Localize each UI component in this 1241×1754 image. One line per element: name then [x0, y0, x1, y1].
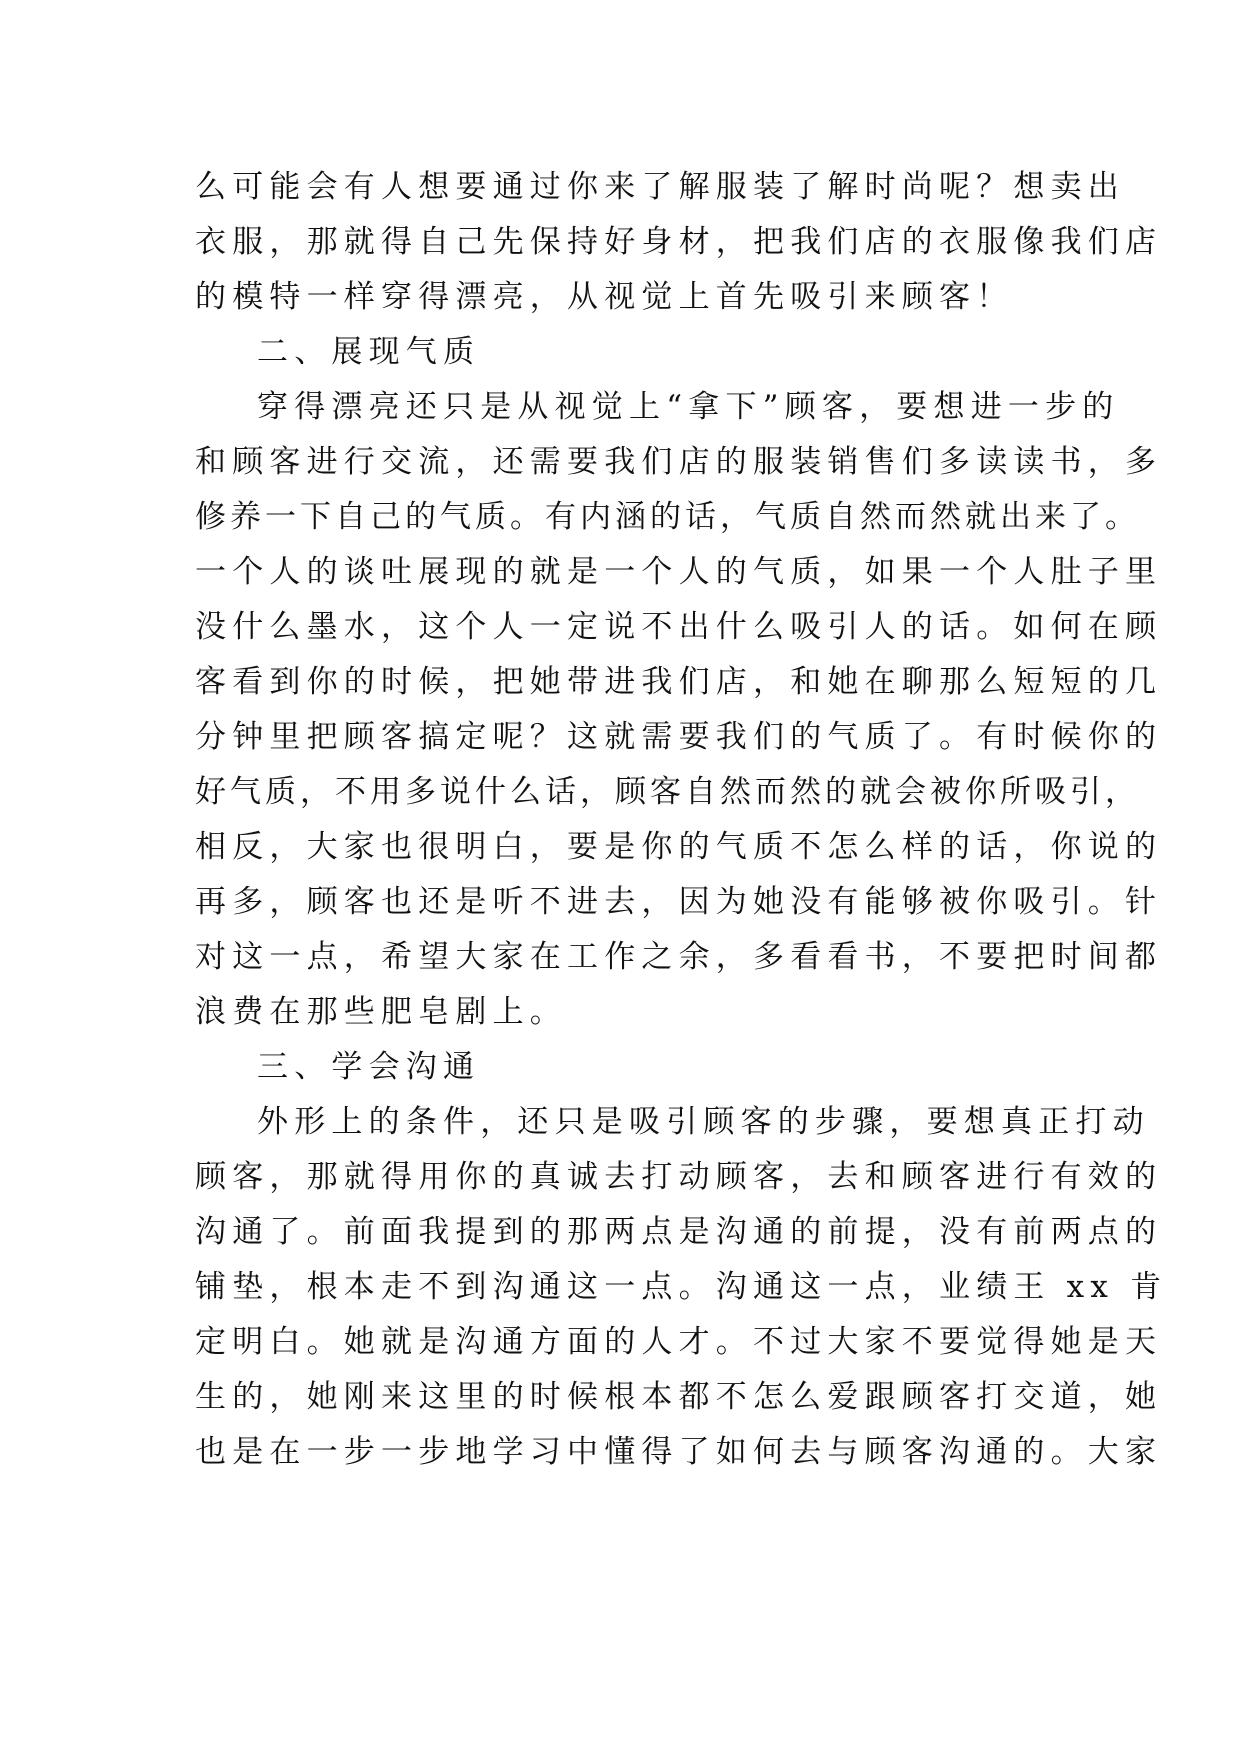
section-heading: 三、学会沟通 [257, 1049, 481, 1085]
text-line: 穿得漂亮还只是从视觉上“拿下”顾客，要想进一步的 [257, 389, 1120, 425]
text-line: 一个人的谈吐展现的就是一个人的气质，如果一个人肚子里 [195, 554, 1163, 590]
text-line: 铺垫，根本走不到沟通这一点。沟通这一点，业绩王 xx 肯 [195, 1269, 1168, 1305]
text-line: 修养一下自己的气质。有内涵的话，气质自然而然就出来了。 [195, 499, 1140, 535]
text-line: 对这一点，希望大家在工作之余，多看看书，不要把时间都 [195, 939, 1163, 975]
text-line: 和顾客进行交流，还需要我们店的服装销售们多读读书，多 [195, 444, 1163, 480]
text-line: 浪费在那些肥皂剧上。 [195, 994, 567, 1030]
text-line: 外形上的条件，还只是吸引顾客的步骤，要想真正打动 [257, 1104, 1150, 1140]
text-line: 的模特一样穿得漂亮，从视觉上首先吸引来顾客！ [195, 279, 1014, 315]
text-line: 相反，大家也很明白，要是你的气质不怎么样的话，你说的 [195, 829, 1163, 865]
text-line: 定明白。她就是沟通方面的人才。不过大家不要觉得她是天 [195, 1324, 1163, 1360]
text-line: 么可能会有人想要通过你来了解服装了解时尚呢？想卖出 [195, 169, 1125, 205]
text-line: 好气质，不用多说什么话，顾客自然而然的就会被你所吸引， [195, 774, 1140, 810]
text-line: 沟通了。前面我提到的那两点是沟通的前提，没有前两点的 [195, 1214, 1163, 1250]
text-line: 衣服，那就得自己先保持好身材，把我们店的衣服像我们店 [195, 224, 1163, 260]
text-line: 没什么墨水，这个人一定说不出什么吸引人的话。如何在顾 [195, 609, 1163, 645]
text-line: 也是在一步一步地学习中懂得了如何去与顾客沟通的。大家 [195, 1434, 1163, 1470]
text-line: 分钟里把顾客搞定呢？这就需要我们的气质了。有时候你的 [195, 719, 1163, 755]
text-line: 再多，顾客也还是听不进去，因为她没有能够被你吸引。针 [195, 884, 1163, 920]
text-line: 生的，她刚来这里的时候根本都不怎么爱跟顾客打交道，她 [195, 1379, 1163, 1415]
section-heading: 二、展现气质 [257, 334, 481, 370]
text-line: 顾客，那就得用你的真诚去打动顾客，去和顾客进行有效的 [195, 1159, 1163, 1195]
text-line: 客看到你的时候，把她带进我们店，和她在聊那么短短的几 [195, 664, 1163, 700]
